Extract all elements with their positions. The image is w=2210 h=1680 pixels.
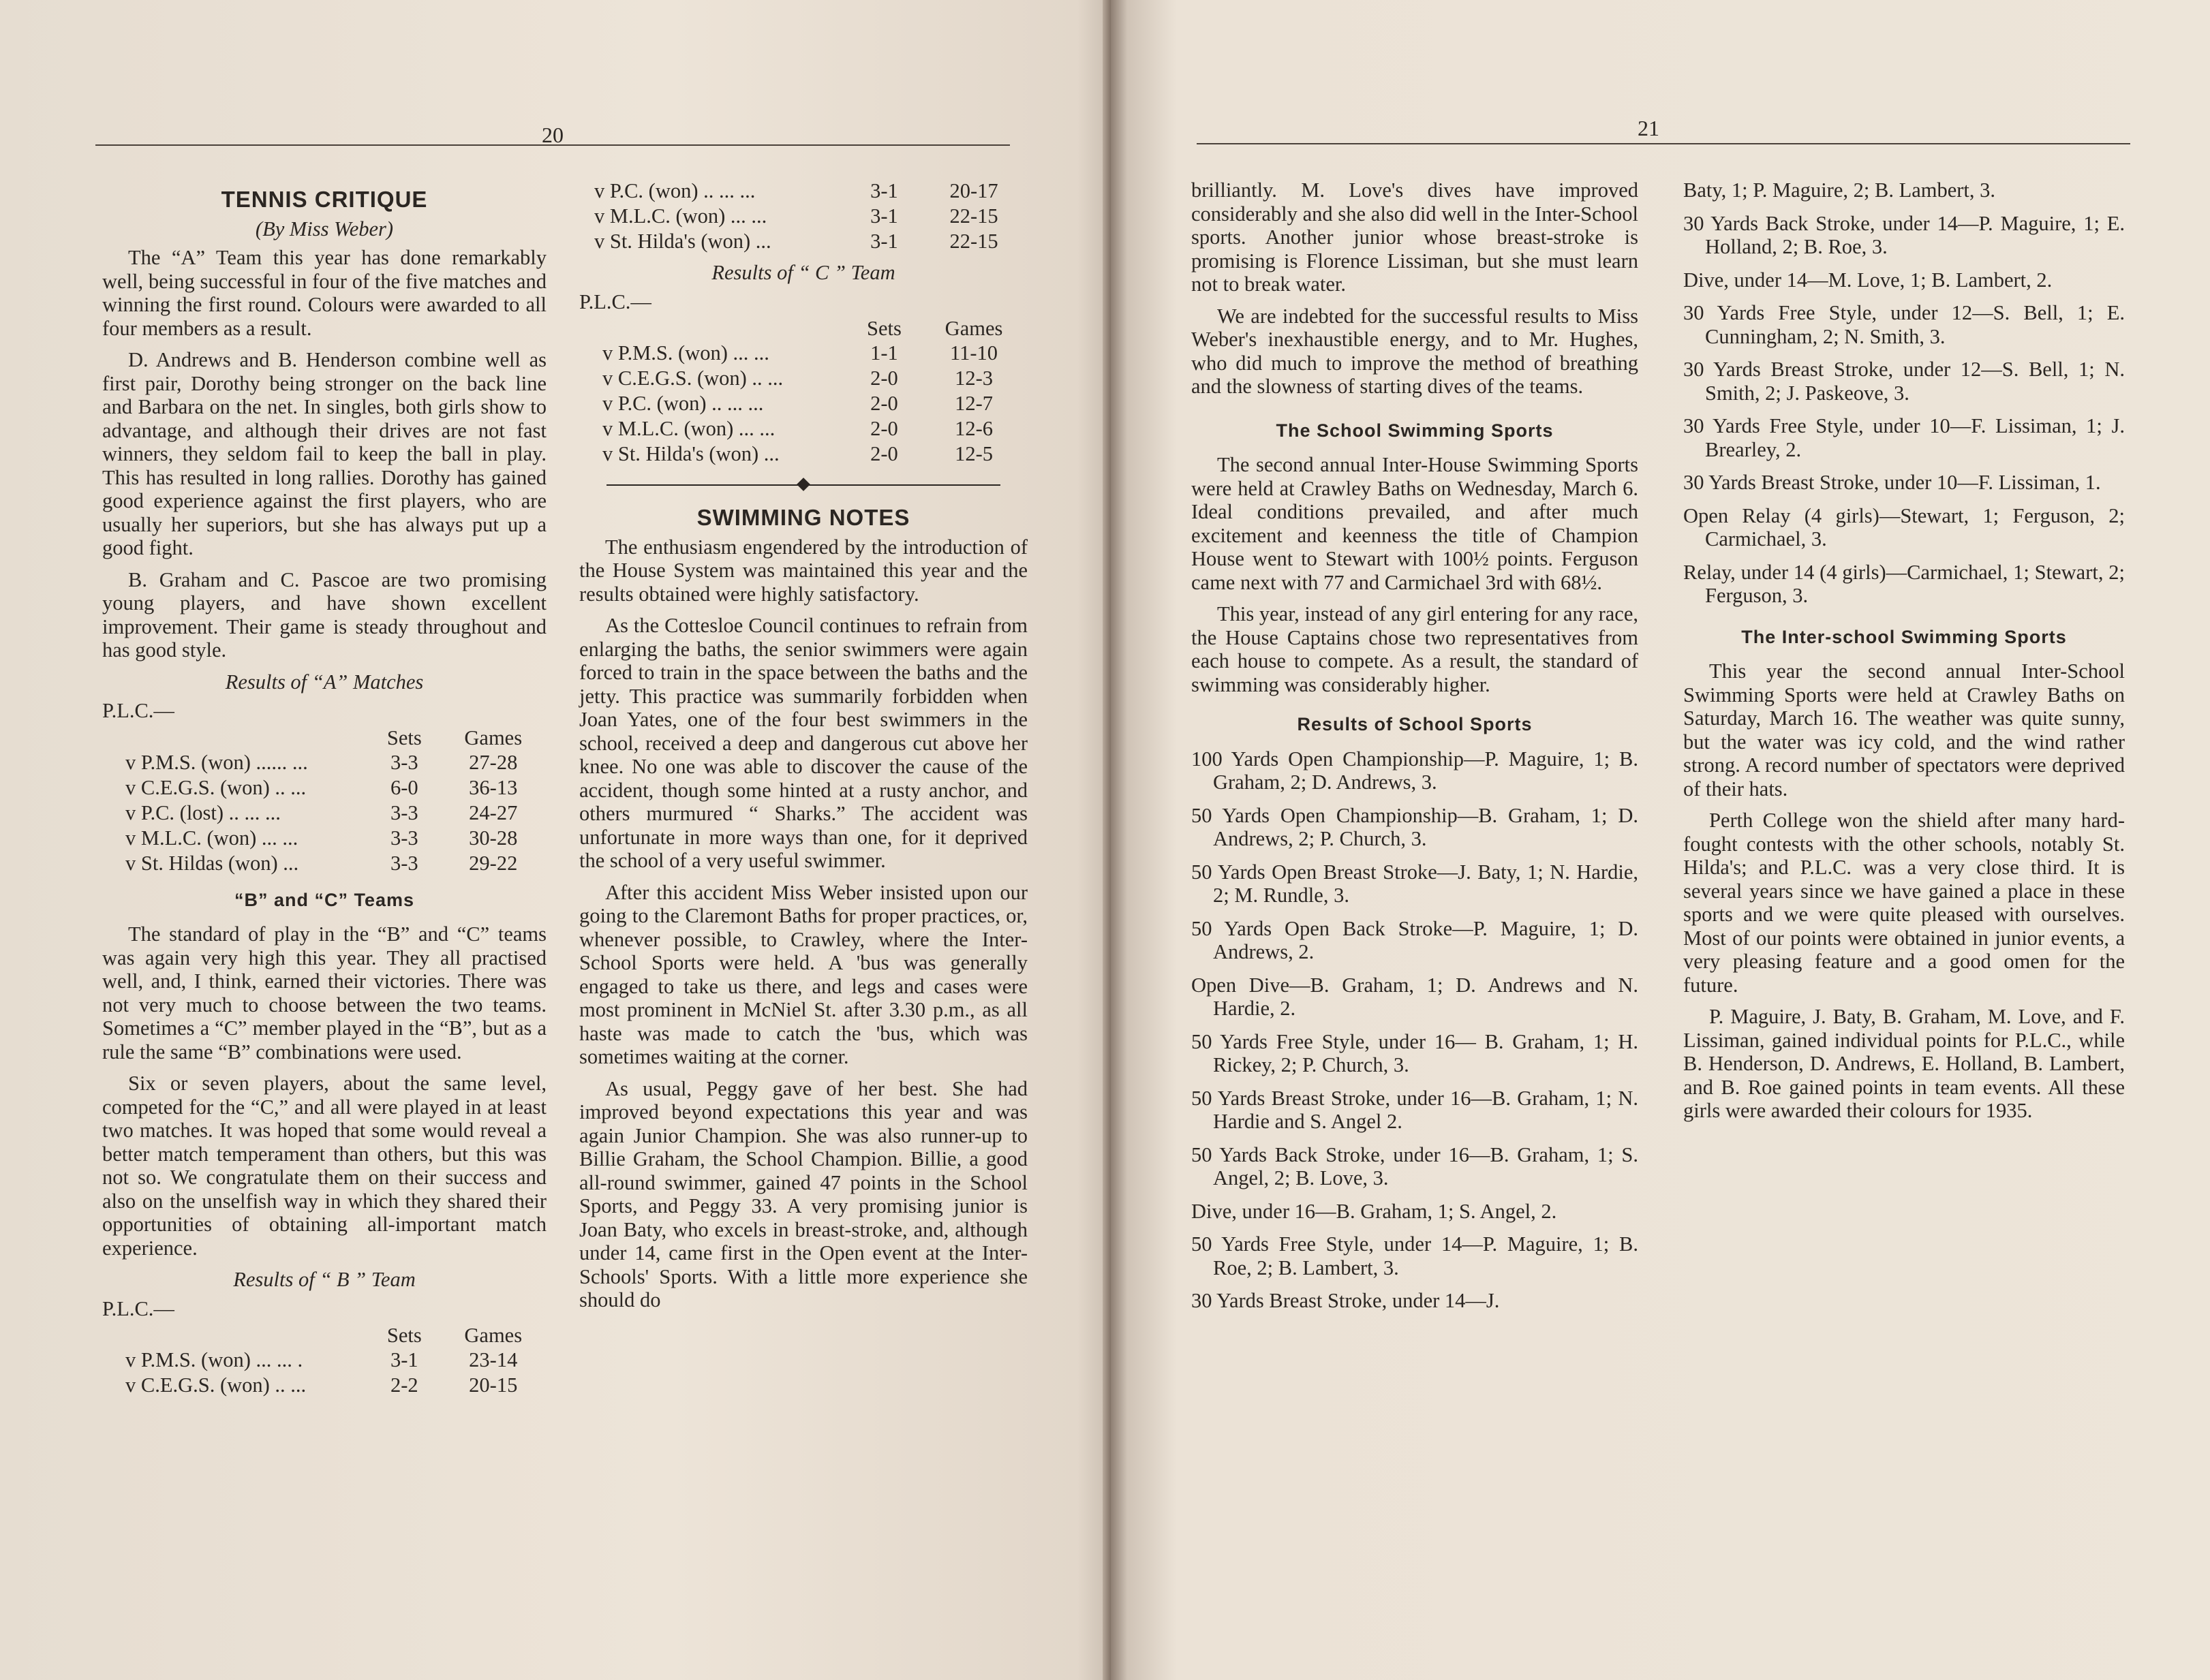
section-divider xyxy=(579,473,1028,497)
swimming-notes-title: SWIMMING NOTES xyxy=(696,505,910,530)
result-item: Relay, under 14 (4 girls)—Carmichael, 1; Stewart, 2; Ferguson, 3. xyxy=(1683,560,2125,607)
result-item: 100 Yards Open Championship—P. Maguire, 1; B. Graham, 2; D. Andrews, 3. xyxy=(1191,747,1638,794)
tennis-para-3: B. Graham and C. Pascoe are two promising young players, and have shown excellent improvement. Their game is steady throughout and has good style. xyxy=(102,567,547,662)
games: 29-22 xyxy=(469,851,518,875)
result-item: 50 Yards Open Breast Stroke—J. Baty, 1; N. Hardie, 2; M. Rundle, 3. xyxy=(1191,860,1638,907)
sets: 6-0 xyxy=(390,775,418,799)
results-c-table xyxy=(579,316,1028,467)
opponent: v C.E.G.S. (won) .. ... xyxy=(602,367,784,390)
diamond-ornament-icon xyxy=(797,478,810,491)
games: 23-14 xyxy=(469,1348,518,1371)
table-row xyxy=(102,826,547,851)
table-row xyxy=(579,366,1028,391)
col-sets: Sets xyxy=(867,317,902,340)
opponent: v P.C. (won) .. ... ... xyxy=(594,179,756,202)
tennis-para-2: D. Andrews and B. Henderson combine well as first pair, Dorothy being stronger on the back line and Barbara on the net. In singles, both girls show to advantage, and although their drives are not fast winners, they seldom fail to keep the ball in play. This has resulted in long rallies. Dorothy has gained good experience against the first players, who are usually her superiors, but she has always put up a good fight. xyxy=(102,348,547,559)
table-row xyxy=(102,1373,547,1398)
table-row xyxy=(579,441,1028,467)
results-a-school: P.L.C.— xyxy=(102,699,174,722)
games: 27-28 xyxy=(469,750,518,774)
results-school-sports-heading: Results of School Sports xyxy=(1297,714,1533,734)
results-b-school: P.L.C.— xyxy=(102,1296,174,1320)
games: 12-7 xyxy=(955,392,993,415)
table-row xyxy=(102,1348,547,1373)
table-row xyxy=(579,341,1028,366)
sets: 1-1 xyxy=(870,341,898,364)
result-item: 50 Yards Free Style, under 14—P. Maguire, 1; B. Roe, 2; B. Lambert, 3. xyxy=(1191,1232,1638,1279)
result-item: 30 Yards Back Stroke, under 14—P. Maguire, 1; E. Holland, 2; B. Roe, 3. xyxy=(1683,211,2125,258)
games: 20-15 xyxy=(469,1373,518,1397)
swim-cont-para-2: We are indebted for the successful results to Miss Weber's inexhaustible energy, and to Mr. Hughes, who did much to improve the method of breathing and the slowness of starting dives of the teams. xyxy=(1191,304,1638,398)
header-rule-right xyxy=(1197,143,2130,144)
table-header xyxy=(102,726,547,750)
col-sets: Sets xyxy=(386,1324,422,1347)
table-row xyxy=(579,204,1028,229)
result-item: 50 Yards Open Back Stroke—P. Maguire, 1; D. Andrews, 2. xyxy=(1191,916,1638,963)
inter-para-2: Perth College won the shield after many hard-fought contests with the other schools, notably St. Hilda's; and P.L.C. was a very close third. It is several years since we have gained a place in these sports and we were quite pleased with ourselves. Most of our points were obtained in junior events, a very pleasing feature and a good omen for the future. xyxy=(1683,809,2125,997)
sets: 2-0 xyxy=(870,392,898,415)
school-sports-para-1: The second annual Inter-House Swimming Sports were held at Crawley Baths on Wednesday, March 6. Ideal conditions prevailed, and after much excitement and keenness the title of Champion House went to Stewart with 100½ points. Ferguson came next with 77 and Carmichael 3rd with 68½. xyxy=(1191,453,1638,594)
right-page xyxy=(1111,0,2210,1680)
results-a-table xyxy=(102,726,547,876)
sets: 3-1 xyxy=(870,230,898,253)
swim-para-1: The enthusiasm engendered by the introduction of the House System was maintained this year and the results obtained were highly satisfactory. xyxy=(579,535,1028,606)
result-item: 30 Yards Free Style, under 12—S. Bell, 1; E. Cunningham, 2; N. Smith, 3. xyxy=(1683,301,2125,348)
right-column-2 xyxy=(1683,178,2125,1131)
opponent: v St. Hilda's (won) ... xyxy=(594,230,771,253)
bc-teams-heading: “B” and “C” Teams xyxy=(234,889,415,910)
table-row xyxy=(579,229,1028,254)
sets: 3-1 xyxy=(870,204,898,228)
results-b-heading: Results of “ B ” Team xyxy=(233,1268,416,1291)
games: 22-15 xyxy=(949,230,998,253)
result-item: Dive, under 14—M. Love, 1; B. Lambert, 2. xyxy=(1683,268,2053,292)
right-column-1 xyxy=(1191,178,1638,1322)
results-b-continued-table xyxy=(579,178,1028,254)
table-row xyxy=(579,391,1028,416)
col-games: Games xyxy=(464,726,523,749)
sets: 3-3 xyxy=(390,750,418,774)
games: 12-3 xyxy=(955,367,993,390)
opponent: v M.L.C. (won) ... ... xyxy=(125,826,298,850)
results-c-heading: Results of “ C ” Team xyxy=(711,261,895,284)
inter-para-3: P. Maguire, J. Baty, B. Graham, M. Love, and F. Lissiman, gained individual points for P.L.C., while B. Henderson, D. Andrews, E. Holland, B. Lambert, and B. Roe gained points in team events. All these girls were awarded their colours for 1935. xyxy=(1683,1005,2125,1122)
swim-para-3: After this accident Miss Weber insisted upon our going to the Claremont Baths for proper practices, or, whenever possible, to Crawley, where the Inter-School Sports were held. A 'bus was generally engaged to take us there, and legs and cases were most prominent in McNiel St. after 3.30 p.m., as all haste was made to catch the 'bus, which was sometimes waiting at the corner. xyxy=(579,880,1028,1068)
sets: 2-0 xyxy=(870,367,898,390)
sets: 2-0 xyxy=(870,417,898,440)
results-b-table xyxy=(102,1323,547,1398)
sets: 3-3 xyxy=(390,851,418,875)
left-column-2 xyxy=(579,178,1028,1320)
result-item: 50 Yards Free Style, under 16— B. Graham, 1; H. Rickey, 2; P. Church, 3. xyxy=(1191,1029,1638,1076)
sets: 2-0 xyxy=(870,442,898,465)
tennis-para-1: The “A” Team this year has done remarkably well, being successful in four of the five matches and winning the first round. Colours were awarded to all four members as a result. xyxy=(102,246,547,340)
table-row xyxy=(102,750,547,775)
sets: 3-1 xyxy=(870,179,898,202)
opponent: v P.M.S. (won) ...... ... xyxy=(125,750,308,774)
opponent: v C.E.G.S. (won) .. ... xyxy=(125,775,307,799)
table-row xyxy=(102,800,547,826)
opponent: v C.E.G.S. (won) .. ... xyxy=(125,1373,307,1397)
table-row xyxy=(579,416,1028,441)
page-number-right: 21 xyxy=(1638,116,1659,140)
school-swimming-sports-heading: The School Swimming Sports xyxy=(1276,420,1554,441)
opponent: v P.C. (lost) .. ... ... xyxy=(125,800,281,824)
opponent: v P.C. (won) .. ... ... xyxy=(602,392,764,415)
games: 22-15 xyxy=(949,204,998,228)
result-item: Dive, under 16—B. Graham, 1; S. Angel, 2. xyxy=(1191,1199,1557,1223)
opponent: v P.M.S. (won) ... ... . xyxy=(125,1348,303,1371)
swim-para-4: As usual, Peggy gave of her best. She had improved beyond expectations this year and was again Junior Champion. She was also runner-up to Billie Graham, the School Champion. Billie, a good all-round swimmer, gained 47 points in the School Sports, and Peggy 33. A very promising junior is Joan Baty, who excels in breast-stroke, and, although under 14, came first in the Open event at the Inter-Schools' Sports. With a little more experience she should do xyxy=(579,1076,1028,1311)
opponent: v P.M.S. (won) ... ... xyxy=(602,341,769,364)
page-number-left: 20 xyxy=(542,123,564,147)
result-item: 50 Yards Breast Stroke, under 16—B. Graham, 1; N. Hardie and S. Angel 2. xyxy=(1191,1086,1638,1133)
games: 30-28 xyxy=(469,826,518,850)
results-c-school: P.L.C.— xyxy=(579,290,651,313)
opponent: v St. Hildas (won) ... xyxy=(125,851,299,875)
sets: 3-3 xyxy=(390,800,418,824)
bc-para-2: Six or seven players, about the same level, competed for the “C,” and all were played in at least two matches. It was hoped that some would reveal a better match temperament than others, but this was not so. We congratulate them on their success and also on the unselfish way in which they shared their opportunities of obtaining all-important match experience. xyxy=(102,1072,547,1260)
table-header xyxy=(579,316,1028,341)
col-games: Games xyxy=(945,317,1003,340)
sets: 3-3 xyxy=(390,826,418,850)
swim-cont-para-1: brilliantly. M. Love's dives have improved considerably and she also did well in the Inter-School sports. Another junior whose breast-stroke is promising is Florence Lissiman, but she must learn not to break water. xyxy=(1191,178,1638,296)
table-row xyxy=(579,178,1028,204)
table-row xyxy=(102,775,547,800)
table-header xyxy=(102,1323,547,1348)
result-item: Baty, 1; P. Maguire, 2; B. Lambert, 3. xyxy=(1683,178,1996,202)
table-row xyxy=(102,851,547,876)
sets: 3-1 xyxy=(390,1348,418,1371)
left-column-1 xyxy=(102,183,547,1405)
result-item: 30 Yards Breast Stroke, under 10—F. Lissiman, 1. xyxy=(1683,471,2101,494)
result-item: 50 Yards Open Championship—B. Graham, 1; D. Andrews, 2; P. Church, 3. xyxy=(1191,803,1638,850)
tennis-critique-title: TENNIS CRITIQUE xyxy=(221,187,428,212)
results-a-heading: Results of “A” Matches xyxy=(225,670,424,694)
swim-para-2: As the Cottesloe Council continues to refrain from enlarging the baths, the senior swimmers were again forced to train in the space between the baths and the jetty. This practice was summarily forbidden when Joan Yates, one of the four best swimmers in the school, received a deep and dangerous cut above her knee. No one was able to discover the cause of the accident, though some hinted at a rusty anchor, and others murmured “ Sharks.” The accident was unfortunate in more ways than one, for it deprived the school of a very useful swimmer. xyxy=(579,614,1028,872)
result-item: 30 Yards Breast Stroke, under 14—J. xyxy=(1191,1289,1500,1312)
opponent: v M.L.C. (won) ... ... xyxy=(594,204,767,228)
col-games: Games xyxy=(464,1324,523,1347)
games: 20-17 xyxy=(949,179,998,202)
result-item: Open Dive—B. Graham, 1; D. Andrews and N. Hardie, 2. xyxy=(1191,973,1638,1020)
opponent: v St. Hilda's (won) ... xyxy=(602,442,780,465)
games: 24-27 xyxy=(469,800,518,824)
games: 12-6 xyxy=(955,417,993,440)
sets: 2-2 xyxy=(390,1373,418,1397)
games: 11-10 xyxy=(950,341,998,364)
bc-para-1: The standard of play in the “B” and “C” teams was again very high this year. They all practised well, and, I think, earned their victories. There was not very much to choose between the two teams. Sometimes a “C” member played in the “B”, but as a rule the same “B” combinations were used. xyxy=(102,922,547,1063)
result-item: 30 Yards Breast Stroke, under 12—S. Bell, 1; N. Smith, 2; J. Paskeove, 3. xyxy=(1683,358,2125,405)
col-sets: Sets xyxy=(386,726,422,749)
tennis-byline: (By Miss Weber) xyxy=(255,217,394,240)
result-item: 50 Yards Back Stroke, under 16—B. Graham, 1; S. Angel, 2; B. Love, 3. xyxy=(1191,1142,1638,1189)
opponent: v M.L.C. (won) ... ... xyxy=(602,417,776,440)
games: 36-13 xyxy=(469,775,518,799)
school-sports-para-2: This year, instead of any girl entering for any race, the House Captains chose two representatives from each house to compete. As a result, the standard of swimming was considerably higher. xyxy=(1191,602,1638,696)
inter-para-1: This year the second annual Inter-School Swimming Sports were held at Crawley Baths on Saturday, March 16. The weather was quite sunny, but the water was icy cold, and the wind rather strong. A record number of spectators were deprived of their hats. xyxy=(1683,659,2125,800)
result-item: 30 Yards Free Style, under 10—F. Lissiman, 1; J. Brearley, 2. xyxy=(1683,414,2125,461)
result-item: Open Relay (4 girls)—Stewart, 1; Ferguson, 2; Carmichael, 3. xyxy=(1683,503,2125,550)
games: 12-5 xyxy=(955,442,993,465)
inter-school-sports-heading: The Inter-school Swimming Sports xyxy=(1741,626,2067,647)
